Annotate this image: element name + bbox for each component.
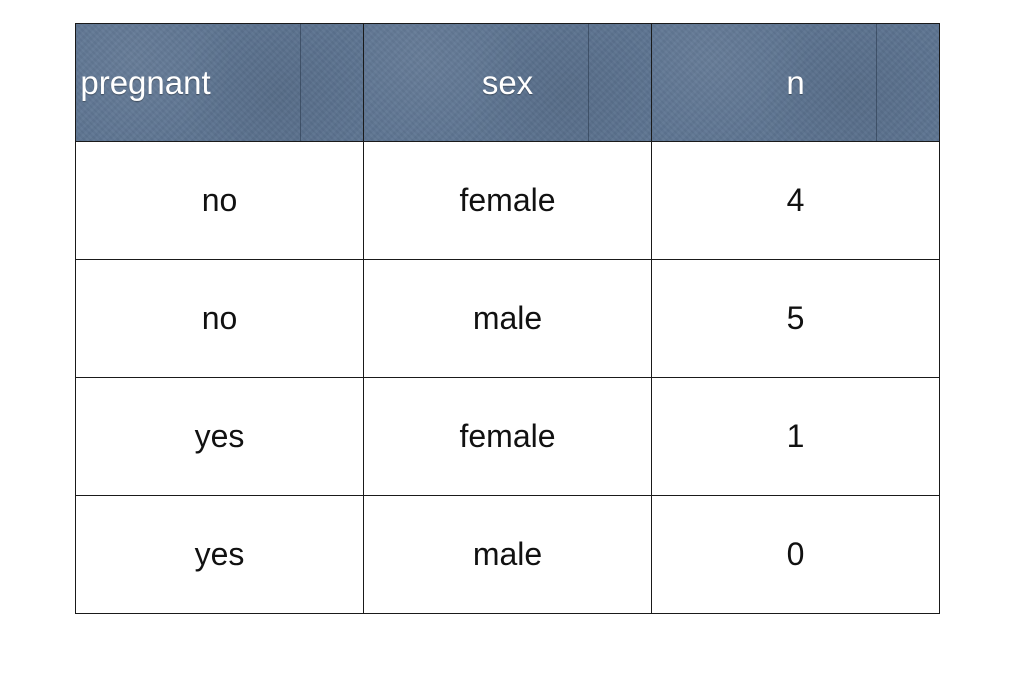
table-row <box>76 496 940 614</box>
header-divider <box>300 24 301 141</box>
header-cell-sex <box>364 24 652 142</box>
data-table-container <box>75 23 940 614</box>
table-cell: yes <box>76 378 364 496</box>
table-cell: male <box>364 496 652 614</box>
table-cell: 4 <box>652 142 940 260</box>
table-cell: female <box>364 378 652 496</box>
header-divider <box>876 24 877 141</box>
table-row <box>76 378 940 496</box>
table-cell: 1 <box>652 378 940 496</box>
header-label: pregnant <box>80 63 211 101</box>
header-label: n <box>786 63 805 101</box>
table-row <box>76 260 940 378</box>
data-table <box>75 23 940 614</box>
table-cell: male <box>364 260 652 378</box>
header-divider <box>588 24 589 141</box>
table-cell: no <box>76 260 364 378</box>
header-label: sex <box>481 63 534 101</box>
table-cell: female <box>364 142 652 260</box>
table-cell: yes <box>76 496 364 614</box>
table-row <box>76 142 940 260</box>
table-cell: no <box>76 142 364 260</box>
table-cell: 5 <box>652 260 940 378</box>
table-cell: 0 <box>652 496 940 614</box>
header-cell-n <box>652 24 940 142</box>
header-cell-pregnant <box>76 24 364 142</box>
header-row <box>76 24 940 142</box>
